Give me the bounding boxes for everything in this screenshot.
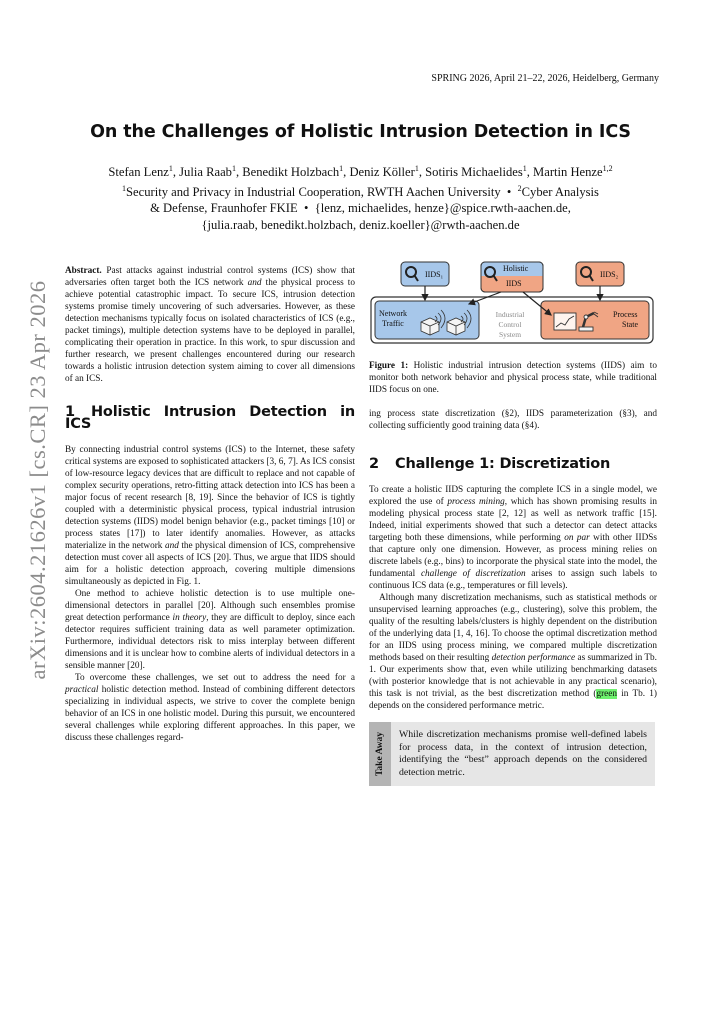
abstract: Abstract. Past attacks against industrial control systems (ICS) show that adversaries often target both the ICS network and the physical process to achieve potential catastrophic impact. To secure ICS, intrusion detection systems promise timely uncovering of such adversaries. However, as these detection mechanisms typically focus on isolated characteristics of ICS (e.g., packet timings), multiple detection systems have to be deployed in parallel, complicating their operation in practice. In this work, to spur discussion and further research, we present challenges encountered during our research towards a holistic intrusion detection system aiming to cover all dimensions of an ICS. xyxy=(65,266,355,384)
author-names: Stefan Lenz$^1$, Julia Raab$^1$, Benedikt Holzbach$^1$, Deniz Köller$^1$, Sotiris Michaelides$^1$, Martin Henze$^{1,2}$ xyxy=(108,164,613,180)
author-name: Sotiris Michaelides xyxy=(425,165,523,180)
takeaway-box xyxy=(369,722,655,786)
author-name: Julia Raab xyxy=(179,165,232,180)
figure-caption: Figure 1: Holistic industrial intrusion detection systems (IIDS) aim to monitor both network behavior and physical process state, while traditional IIDS focus on one. xyxy=(369,361,657,395)
ics-label: Control xyxy=(498,320,522,329)
author-name: Benedikt Holzbach xyxy=(242,165,340,180)
section-heading: 1 Holistic Intrusion Detection in ICS xyxy=(65,404,355,432)
email-line: {julia.raab, benedikt.holzbach, deniz.koeller}@rwth-aachen.de xyxy=(201,217,520,232)
left-column xyxy=(65,265,355,744)
network-label: Traffic xyxy=(382,319,404,328)
figure-1 xyxy=(369,260,657,352)
takeaway-side-label: Take Away xyxy=(369,722,391,786)
email-line: {lenz, michaelides, henze}@spice.rwth-aachen.de, xyxy=(314,201,571,216)
highlight: green xyxy=(596,689,617,699)
network-label: Network xyxy=(379,309,407,318)
author-name: Martin Henze xyxy=(533,165,603,180)
author-block: Stefan Lenz$^1$, Julia Raab$^1$, Benedikt Holzbach$^1$, Deniz Köller$^1$, Sotiris Michaelides$^1$, Martin Henze$^{1,2}$ $^1$Security and Privacy in Industrial Cooperation, RWTH Aachen University • $^2$Cyber Analysis & Defense, Fraunhofer FKIE • {lenz, michaelides, henze}@spice.rwth-aachen.de, {julia.raab, benedikt.holzbach, deniz.koeller}@rwth-aachen.de xyxy=(60,161,661,233)
paper-title: On the Challenges of Holistic Intrusion Detection in ICS xyxy=(90,122,631,142)
author-name: Deniz Köller xyxy=(349,165,415,180)
paragraph: Although many discretization mechanisms, such as statistical methods or unsupervised learning approaches (e.g., clustering), solve this problem, the quality of the resulting labels/clusters is highly dependent on the distribution of the underlying data [1, 4, 16]. To choose the optimal discretization method for an IIDS using process mining, we compared multiple discretization methods based on their resulting detection performance as summarized in Tb. 1. Our experiments show that, even while utilizing benchmarking datasets (with posterior knowledge that is not achievable in any practical scenario), this task is not trivial, as the best discretization method (green in Tb. 1) depends on the considered performance metric. xyxy=(369,593,657,711)
process-label: Process xyxy=(613,310,638,319)
affiliations: $^1$Security and Privacy in Industrial Cooperation, RWTH Aachen University • $^2$Cyber Analysis xyxy=(122,183,599,199)
paragraph: One method to achieve holistic detection is to use multiple one-dimensional detectors in parallel [20]. Although such ensembles promise great detection performance in theory, they are difficult to deploy, since each detector requires sufficient training data as well parameter optimization. Furthermore, individual detectors risk to miss interplay between different dimensions and it is unclear how to combine alerts of individual detectors in a sensible manner [20]. xyxy=(65,589,356,671)
holistic-label: Holistic xyxy=(503,264,529,273)
paragraph: To overcome these challenges, we set out to address the need for a practical holistic detection method. Instead of combining different detectors specializing in individual aspects, we strive to cover the complete benign behavior of an ICS in one holistic model. During this pursuit, we encountered several challenges while exploring different approaches. In this paper, we discuss these challenges regard- xyxy=(65,673,355,743)
author-name: Stefan Lenz xyxy=(108,165,169,180)
paragraph: ing process state discretization (§2), IIDS parameterization (§3), and collecting sufficiently good training data (§4). xyxy=(369,409,657,431)
arxiv-stamp-text: arXiv:2604.21626v1 [cs.CR] 23 Apr 2026 xyxy=(25,280,50,680)
ics-label: System xyxy=(498,330,522,339)
paragraph: By connecting industrial control systems (ICS) to the Internet, these safety critical systems are exposed to sophisticated attackers [3, 6, 7]. As ICS consist of low-resource legacy devices that are difficult to replace and not capable of complex security operations, retro-fitting attack detection into ICS has been a major focus of recent research [8, 19]. Since the behavior of ICS is tightly coupled with a deterministic physical process, typical industrial intrusion detection systems (IIDS) model benign behavior (e.g., packet timings [10] or process states [17]) to later identify anomalies. However, as attacks materialize in the network and the physical dimension of ICS, comprehensive detection must cover all aspects of ICS [20]. Thus, we argue that IIDS should aim for a holistic detection approach, covering multiple dimensions simultaneously as depicted in Fig. 1. xyxy=(65,445,355,587)
section-heading: 2 Challenge 1: Discretization xyxy=(369,456,611,472)
arxiv-stamp xyxy=(8,280,68,680)
iids1-label: IIDS₁ xyxy=(425,270,444,279)
conference-header: SPRING 2026, April 21–22, 2026, Heidelberg, Germany xyxy=(431,73,659,84)
holistic-label: IIDS xyxy=(506,279,522,288)
paragraph: To create a holistic IIDS capturing the complete ICS in a single model, we explored the use of process mining, which has shown promising results in modeling physical process state [2, 12] as well as network traffic [15]. Indeed, initial experiments showed that such a detector can detect attacks targeting both these dimensions, while performing on par with other IIDSs that capture only one dimension. However, as process mining relies on discrete labels (e.g., bins) to incorporate the physical state into the model, the fundamental challenge of discretization arises to assign such labels to continuous ICS data (e.g., temperatures or fill levels). xyxy=(369,485,658,591)
figure-1-diagram xyxy=(369,260,657,352)
process-label: State xyxy=(622,320,638,329)
trend-chart-icon xyxy=(554,313,576,330)
takeaway-text: While discretization mechanisms promise well-defined labels for process data, in the context of intrusion detection, identifying the “best” approach depends on the considered detection metric. xyxy=(399,729,647,778)
right-column xyxy=(369,260,657,786)
iids2-label: IIDS₂ xyxy=(600,270,619,279)
ics-label: Industrial xyxy=(495,310,525,319)
